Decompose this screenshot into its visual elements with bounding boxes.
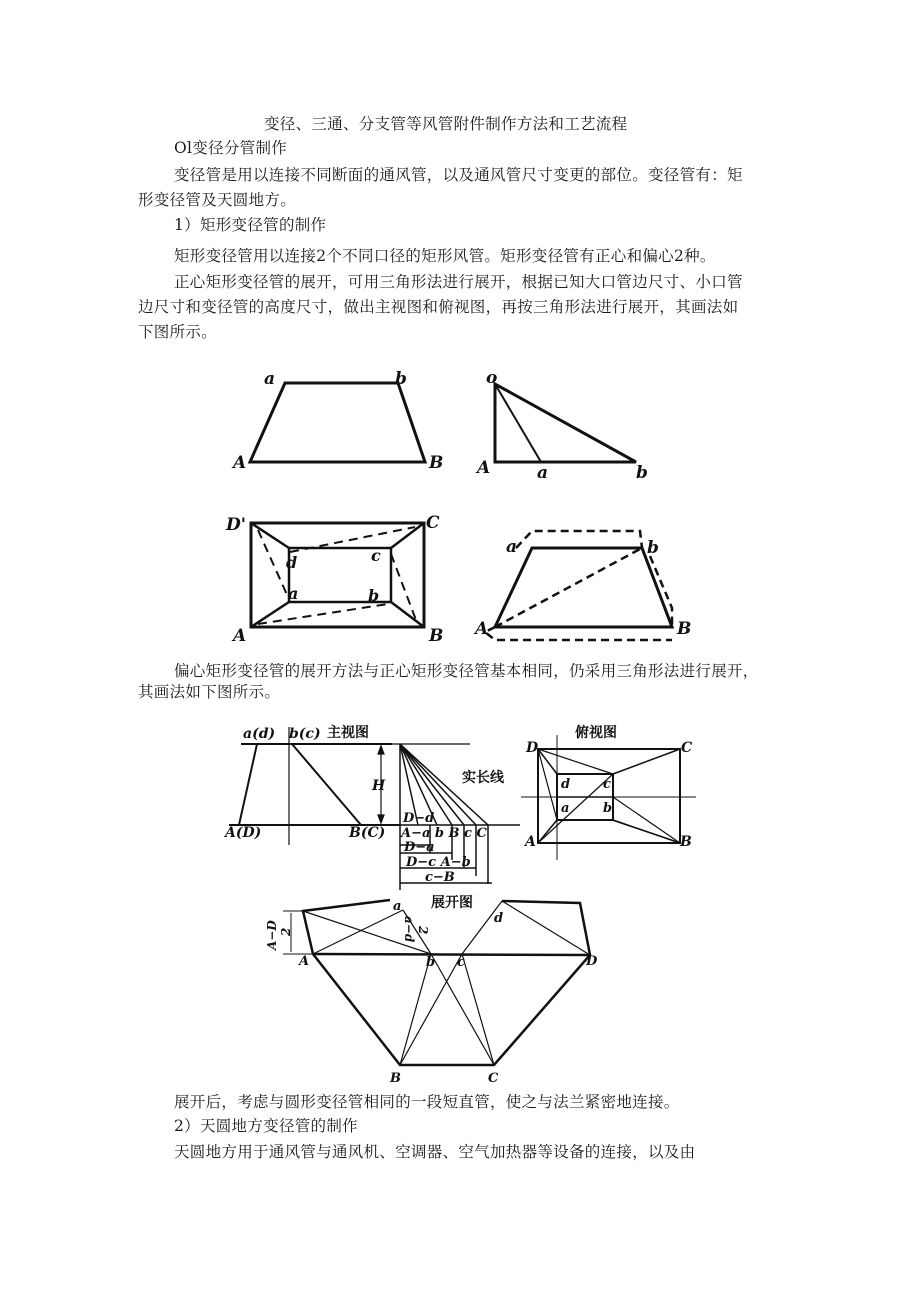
- label-dev2-c: c: [457, 955, 465, 970]
- label-dev2-C: C: [488, 1071, 499, 1086]
- svg-text:a−d: a−d: [402, 916, 416, 943]
- label-tl-o: o: [486, 368, 498, 388]
- label-dev2-B: B: [390, 1071, 401, 1086]
- label-top2-c: c: [603, 777, 611, 792]
- label-top-d: d: [286, 553, 298, 572]
- label-dev-half-AD: [265, 920, 293, 951]
- label-top-C: C: [426, 513, 440, 533]
- label-front-A: A: [233, 453, 247, 473]
- paragraph-concentric-line-1: 正心矩形变径管的展开，可用三角形法进行展开，根据已知大口管边尺寸、小口管: [174, 273, 743, 291]
- label-tl-D-d: D−d: [403, 811, 435, 826]
- label-true-length-title: 实长线: [462, 770, 504, 786]
- label-top-B: B: [429, 626, 444, 646]
- label-top2-C: C: [681, 740, 693, 756]
- label-dev-a: a: [506, 537, 518, 557]
- label-top2-B: B: [680, 834, 692, 850]
- paragraph-concentric-line-3: 下图所示。: [138, 323, 218, 341]
- svg-text:2: 2: [416, 926, 430, 935]
- label-tl-A: A: [477, 458, 491, 478]
- label-main-bc: b(c): [289, 726, 321, 742]
- label-dev-A: A: [475, 619, 489, 639]
- label-dev2-D: D: [586, 954, 598, 969]
- label-tl-row: A−a b B c C: [401, 826, 487, 841]
- label-top-b: b: [368, 586, 380, 605]
- label-dev-B: B: [677, 619, 692, 639]
- label-top2-D: D: [526, 740, 539, 756]
- label-dev2-a: a: [393, 899, 402, 914]
- label-dev-half-ad: [402, 916, 430, 943]
- label-dev2-d: d: [494, 911, 504, 926]
- svg-text:A−D: A−D: [265, 920, 279, 950]
- paragraph-after-development: 展开后，考虑与圆形变径管相同的一段短直管，使之与法兰紧密地连接。: [174, 1093, 680, 1111]
- label-tl-a: a: [537, 463, 549, 483]
- intro-paragraph-line-1: 变径管是用以连接不同断面的通风管，以及通风管尺寸变更的部位。变径管有：矩: [174, 166, 743, 184]
- paragraph-eccentric-line-1: 偏心矩形变径管的展开方法与正心矩形变径管基本相同，仍采用三角形法进行展开，: [174, 662, 759, 680]
- label-top-c: c: [371, 546, 381, 565]
- label-top2-a: a: [561, 801, 570, 816]
- label-top-Dprime: D': [226, 515, 246, 535]
- section-heading: Ol变径分管制作: [174, 139, 288, 157]
- paragraph-eccentric-line-2: 其画法如下图所示。: [138, 683, 281, 701]
- label-dev2-b: b: [426, 955, 436, 970]
- svg-text:2: 2: [279, 927, 293, 936]
- label-main-ad: a(d): [243, 726, 276, 742]
- label-front-B: B: [429, 453, 444, 473]
- label-top2-d: d: [561, 777, 571, 792]
- label-main-BC: B(C): [349, 825, 386, 841]
- label-dev-title: 展开图: [431, 895, 473, 911]
- subheading-rectangular-reducer: 1）矩形变径管的制作: [174, 216, 327, 234]
- label-dev-b: b: [647, 538, 659, 558]
- development-triangulation: [303, 901, 590, 1065]
- document-title: 变径、三通、分支管等风管附件制作方法和工艺流程: [264, 115, 628, 133]
- label-main-title: 主视图: [327, 725, 369, 741]
- paragraph-rectangular-reducer: 矩形变径管用以连接2个不同口径的矩形风管。矩形变径管有正心和偏心2种。: [174, 247, 716, 265]
- label-tl-D-a: D−a: [404, 840, 435, 855]
- paragraph-square-to-round: 天圆地方用于通风管与通风机、空调器、空气加热器等设备的连接，以及由: [174, 1143, 696, 1161]
- label-front-b: b: [395, 369, 407, 389]
- subheading-square-to-round: 2）天圆地方变径管的制作: [174, 1117, 358, 1135]
- label-tl-D-c-A-b: D−c A−b: [406, 855, 471, 870]
- paragraph-concentric-line-2: 边尺寸和变径管的高度尺寸，做出主视图和俯视图，再按三角形法进行展开，其画法如: [138, 298, 739, 316]
- label-top-title: 俯视图: [575, 725, 617, 741]
- label-front-a: a: [264, 369, 276, 389]
- label-height-H: H: [372, 778, 386, 794]
- label-top-a: a: [288, 584, 299, 603]
- label-tl-b: b: [636, 463, 648, 483]
- intro-paragraph-line-2: 形变径管及天圆地方。: [138, 191, 297, 209]
- label-top2-b: b: [603, 801, 613, 816]
- label-dev2-A: A: [299, 954, 310, 969]
- label-main-AD: A(D): [225, 825, 262, 841]
- label-tl-c-B: c−B: [425, 870, 455, 885]
- label-top2-A: A: [525, 834, 536, 850]
- top-view-eccentric: [521, 735, 696, 860]
- label-top-A: A: [233, 626, 247, 646]
